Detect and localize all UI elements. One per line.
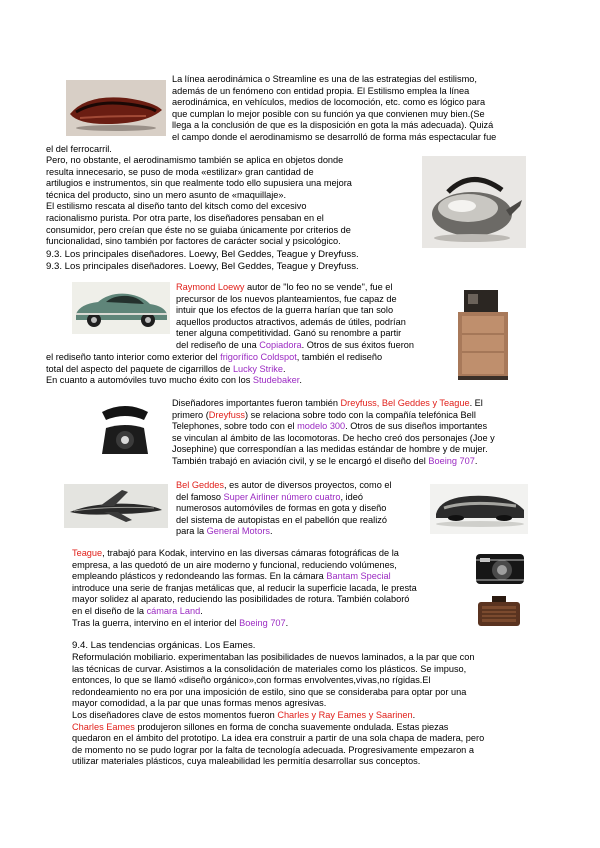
text-line: Pero, no obstante, el aerodinamismo también se aplica en objetos donde xyxy=(46,155,344,165)
text-run: total del aspecto del paquete de cigarrillos de xyxy=(46,363,233,374)
intro-paragraph-tail xyxy=(46,144,246,156)
aerodynamism-paragraph xyxy=(46,155,404,248)
text-line: las técnicas de curvar. Asistimos a la consolidación de materiales como los plásticos. Se impuso, xyxy=(72,663,467,674)
studebaker-link[interactable]: Studebaker xyxy=(252,375,300,386)
text-line: llega a la conclusión de que es la disposición en gota la más adecuada). Quizá xyxy=(172,120,494,131)
text-line: mayor comodidad, a la par que unas formas menos agresivas. xyxy=(72,698,327,709)
heading-line: 9.3. Los principales diseñadores. Loewy, Bel Geddes, Teague y Dreyfuss. xyxy=(46,260,359,272)
bantam-camera-icon xyxy=(472,546,528,590)
intro-paragraph xyxy=(172,74,530,144)
eames-paragraph xyxy=(72,652,526,768)
text-line: intuir que los efectos de la guerra harían que tan solo xyxy=(176,305,394,316)
text-run: . xyxy=(200,605,203,616)
text-run: Tras la guerra, intervino en el interior del xyxy=(72,617,240,628)
heading-line: 9.3. Los principales diseñadores. Loewy, Bel Geddes, Teague y Dreyfuss. xyxy=(46,249,359,260)
text-run: En cuanto a automóviles tuvo mucho éxito con los xyxy=(46,375,253,386)
text-line: racionalismo purista. Por otra parte, los diseñadores pensaban en el xyxy=(46,212,324,223)
text-line: numerosos automóviles de formas en gota y diseño xyxy=(176,503,387,514)
text-line: además de un fenómeno con entidad propia. El Estilismo emplea la línea xyxy=(172,85,470,96)
teague-link[interactable]: Teague xyxy=(72,548,103,558)
super-airliner-model-icon xyxy=(64,484,168,528)
text-run: autor de "lo feo no se vende", fue el xyxy=(244,282,393,292)
text-line: tener alguna competitividad. Ganó su renombre a partir xyxy=(176,328,402,339)
text-line: el campo donde el aerodinamismo se desarrolló de forma más espectacular fue xyxy=(172,131,497,142)
text-run: , también el rediseño xyxy=(296,352,383,362)
text-run: en el diseño de la xyxy=(72,605,147,616)
text-run: primero ( xyxy=(172,409,209,420)
text-run: , es autor de diversos proyectos, como el xyxy=(224,480,392,490)
copiadora-link[interactable]: Copiadora xyxy=(259,339,302,350)
loewy-paragraph xyxy=(176,282,440,352)
text-run: , trabajó para Kodak, intervino en las diversas cámaras fotográficas de la xyxy=(102,548,399,558)
copier-machine-icon xyxy=(448,284,520,382)
text-line: Reformulación mobiliario. experimentaban las posibilidades de nuevos laminados, a la par que con xyxy=(72,652,475,662)
text-run: También trabajó en aviación civil, y se le encargó el diseño del xyxy=(172,455,429,466)
bel-geddes-link[interactable]: Bel Geddes xyxy=(176,480,225,490)
text-run: el rediseño tanto interior como exterior del xyxy=(46,352,221,362)
chrome-kettle-icon xyxy=(422,156,526,248)
text-run: . Otros de sus diseños importantes xyxy=(345,421,488,432)
general-motors-link[interactable]: General Motors xyxy=(206,526,270,537)
text-run: del famoso xyxy=(176,491,224,502)
text-line: introduce una serie de franjas metálicas que, al reducir la superficie lacada, le presta xyxy=(72,582,417,593)
charles-eames-link[interactable]: Charles Eames xyxy=(72,721,135,732)
text-run: . xyxy=(299,375,302,386)
text-run: . xyxy=(285,617,289,628)
text-run: para la xyxy=(176,526,207,537)
super-airliner-link[interactable]: Super Airliner número cuatro xyxy=(223,491,341,502)
teague-paragraph xyxy=(72,548,460,629)
text-line: técnica del producto, sino un mero asunto de «maquillaje». xyxy=(46,189,287,200)
text-line: Josephine) que correspondían a las medidas estándar de hombre y de mujer. xyxy=(172,444,488,455)
streamlined-bus-icon xyxy=(430,484,528,534)
coldspot-link[interactable]: frigorífico Coldspot xyxy=(220,352,297,362)
text-line: consumidor, pero creían que éste no se guiaba únicamente por criterios de xyxy=(46,224,351,235)
text-line: empresa, a las quedotó de un aire moderno y funcional, reduciendo volúmenes, xyxy=(72,559,397,570)
text-line: aquellos productos atractivos, además de útiles, podrían xyxy=(176,316,406,327)
streamline-pencil-sharpener-icon xyxy=(66,80,166,136)
text-run: . xyxy=(412,709,416,720)
text-line: El estilismo rescata al diseño tanto del kitsch como del excesivo xyxy=(46,201,307,212)
folding-camera-icon xyxy=(474,592,524,632)
dreyfuss-paragraph xyxy=(172,398,530,468)
text-line: aerodinámica, en vehículos, medios de locomoción, etc. como es lógico para xyxy=(172,97,486,108)
heading-line: 9.4. Las tendencias orgánicas. Los Eames. xyxy=(72,640,256,651)
text-line: se vinculan al ámbito de las locomotoras. De hecho creó dos personajes (Joe y xyxy=(172,432,495,443)
modelo-300-link[interactable]: modelo 300 xyxy=(297,421,346,432)
text-run: . xyxy=(282,363,286,374)
text-run: . El xyxy=(469,398,483,408)
lucky-strike-link[interactable]: Lucky Strike xyxy=(232,363,283,374)
eames-saarinen-link[interactable]: Charles y Ray Eames y Saarinen xyxy=(277,709,413,720)
text-line: resulta innecesario, se puso de moda «estilizar» gran cantidad de xyxy=(46,166,314,177)
text-run: empleando plásticos y redondeando las formas. En la cámara xyxy=(72,571,327,582)
loewy-link[interactable]: Raymond Loewy xyxy=(176,282,245,292)
text-line: precursor de los nuevos planteamientos, fue capaz de xyxy=(176,293,397,304)
text-run: , ideó xyxy=(340,491,363,502)
text-line: mayor solidez al aparato, reduciendo las posibilidades de rotura. También colaboró xyxy=(72,594,410,605)
text-line: que cumplan lo mejor posible con su función ya que convienen muy bien.(Se xyxy=(172,108,485,119)
section-heading-9-4 xyxy=(72,640,372,652)
text-line: de momento no se pudo lograr por la falta de tecnología adecuada. Progresivamente empezaron a xyxy=(72,744,474,755)
text-run: . xyxy=(474,455,478,466)
text-run: del rediseño de una xyxy=(176,339,260,350)
designers-link[interactable]: Dreyfuss, Bel Geddes y Teague xyxy=(340,398,470,408)
text-line: del sistema de autopistas en el pabellón que realizó xyxy=(176,514,387,525)
bantam-special-link[interactable]: Bantam Special xyxy=(326,571,391,582)
dreyfuss-link[interactable]: Dreyfuss xyxy=(208,409,246,420)
text-run: produjeron sillones en forma de concha suavemente ondulada. Estas piezas xyxy=(134,721,449,732)
text-run: Telephones, sobre todo con el xyxy=(172,421,298,432)
text-run: . xyxy=(269,526,273,537)
loewy-paragraph-cont xyxy=(46,352,446,387)
text-line: artilugios e instrumentos, sin que realmente todo ello supusiera una mejora xyxy=(46,178,352,189)
text-run: ) se relaciona sobre todo con la compañía telefónica Bell xyxy=(245,409,476,420)
text-run: Los diseñadores clave de estos momentos fueron xyxy=(72,709,278,720)
text-run: Diseñadores importantes fueron también xyxy=(172,398,341,408)
text-line: funcionalidad, sino también por factores de carácter social y psicológico. xyxy=(46,236,341,247)
text-line: entonces, lo que se llamó «diseño orgánico»,con formas envolventes,vivas,no rígidas.El xyxy=(72,675,431,686)
text-line: La línea aerodinámica o Streamline es una de las estrategias del estilismo, xyxy=(172,74,477,84)
text-line: quedaron en el ámbito del prototipo. La idea era construir a partir de una sola chapa de madera, pero xyxy=(72,733,485,744)
camara-land-link[interactable]: cámara Land xyxy=(146,605,201,616)
text-run: . Otros de sus éxitos fueron xyxy=(301,339,415,350)
geddes-paragraph xyxy=(176,480,424,538)
text-line: redondeamiento no era por una imposición de estilo, sino que se consideraba para optar por una xyxy=(72,686,467,697)
boeing-707-link-2[interactable]: Boeing 707 xyxy=(239,617,286,628)
desk-telephone-icon xyxy=(94,398,156,460)
text-line: el del ferrocarril. xyxy=(46,144,112,154)
text-line: utilizar materiales plásticos, cuya maleabilidad les permitía desarrollar sus conceptos. xyxy=(72,756,421,767)
studebaker-car-icon xyxy=(72,282,170,334)
boeing-707-link[interactable]: Boeing 707 xyxy=(428,455,475,466)
section-heading-9-3 xyxy=(46,249,446,272)
